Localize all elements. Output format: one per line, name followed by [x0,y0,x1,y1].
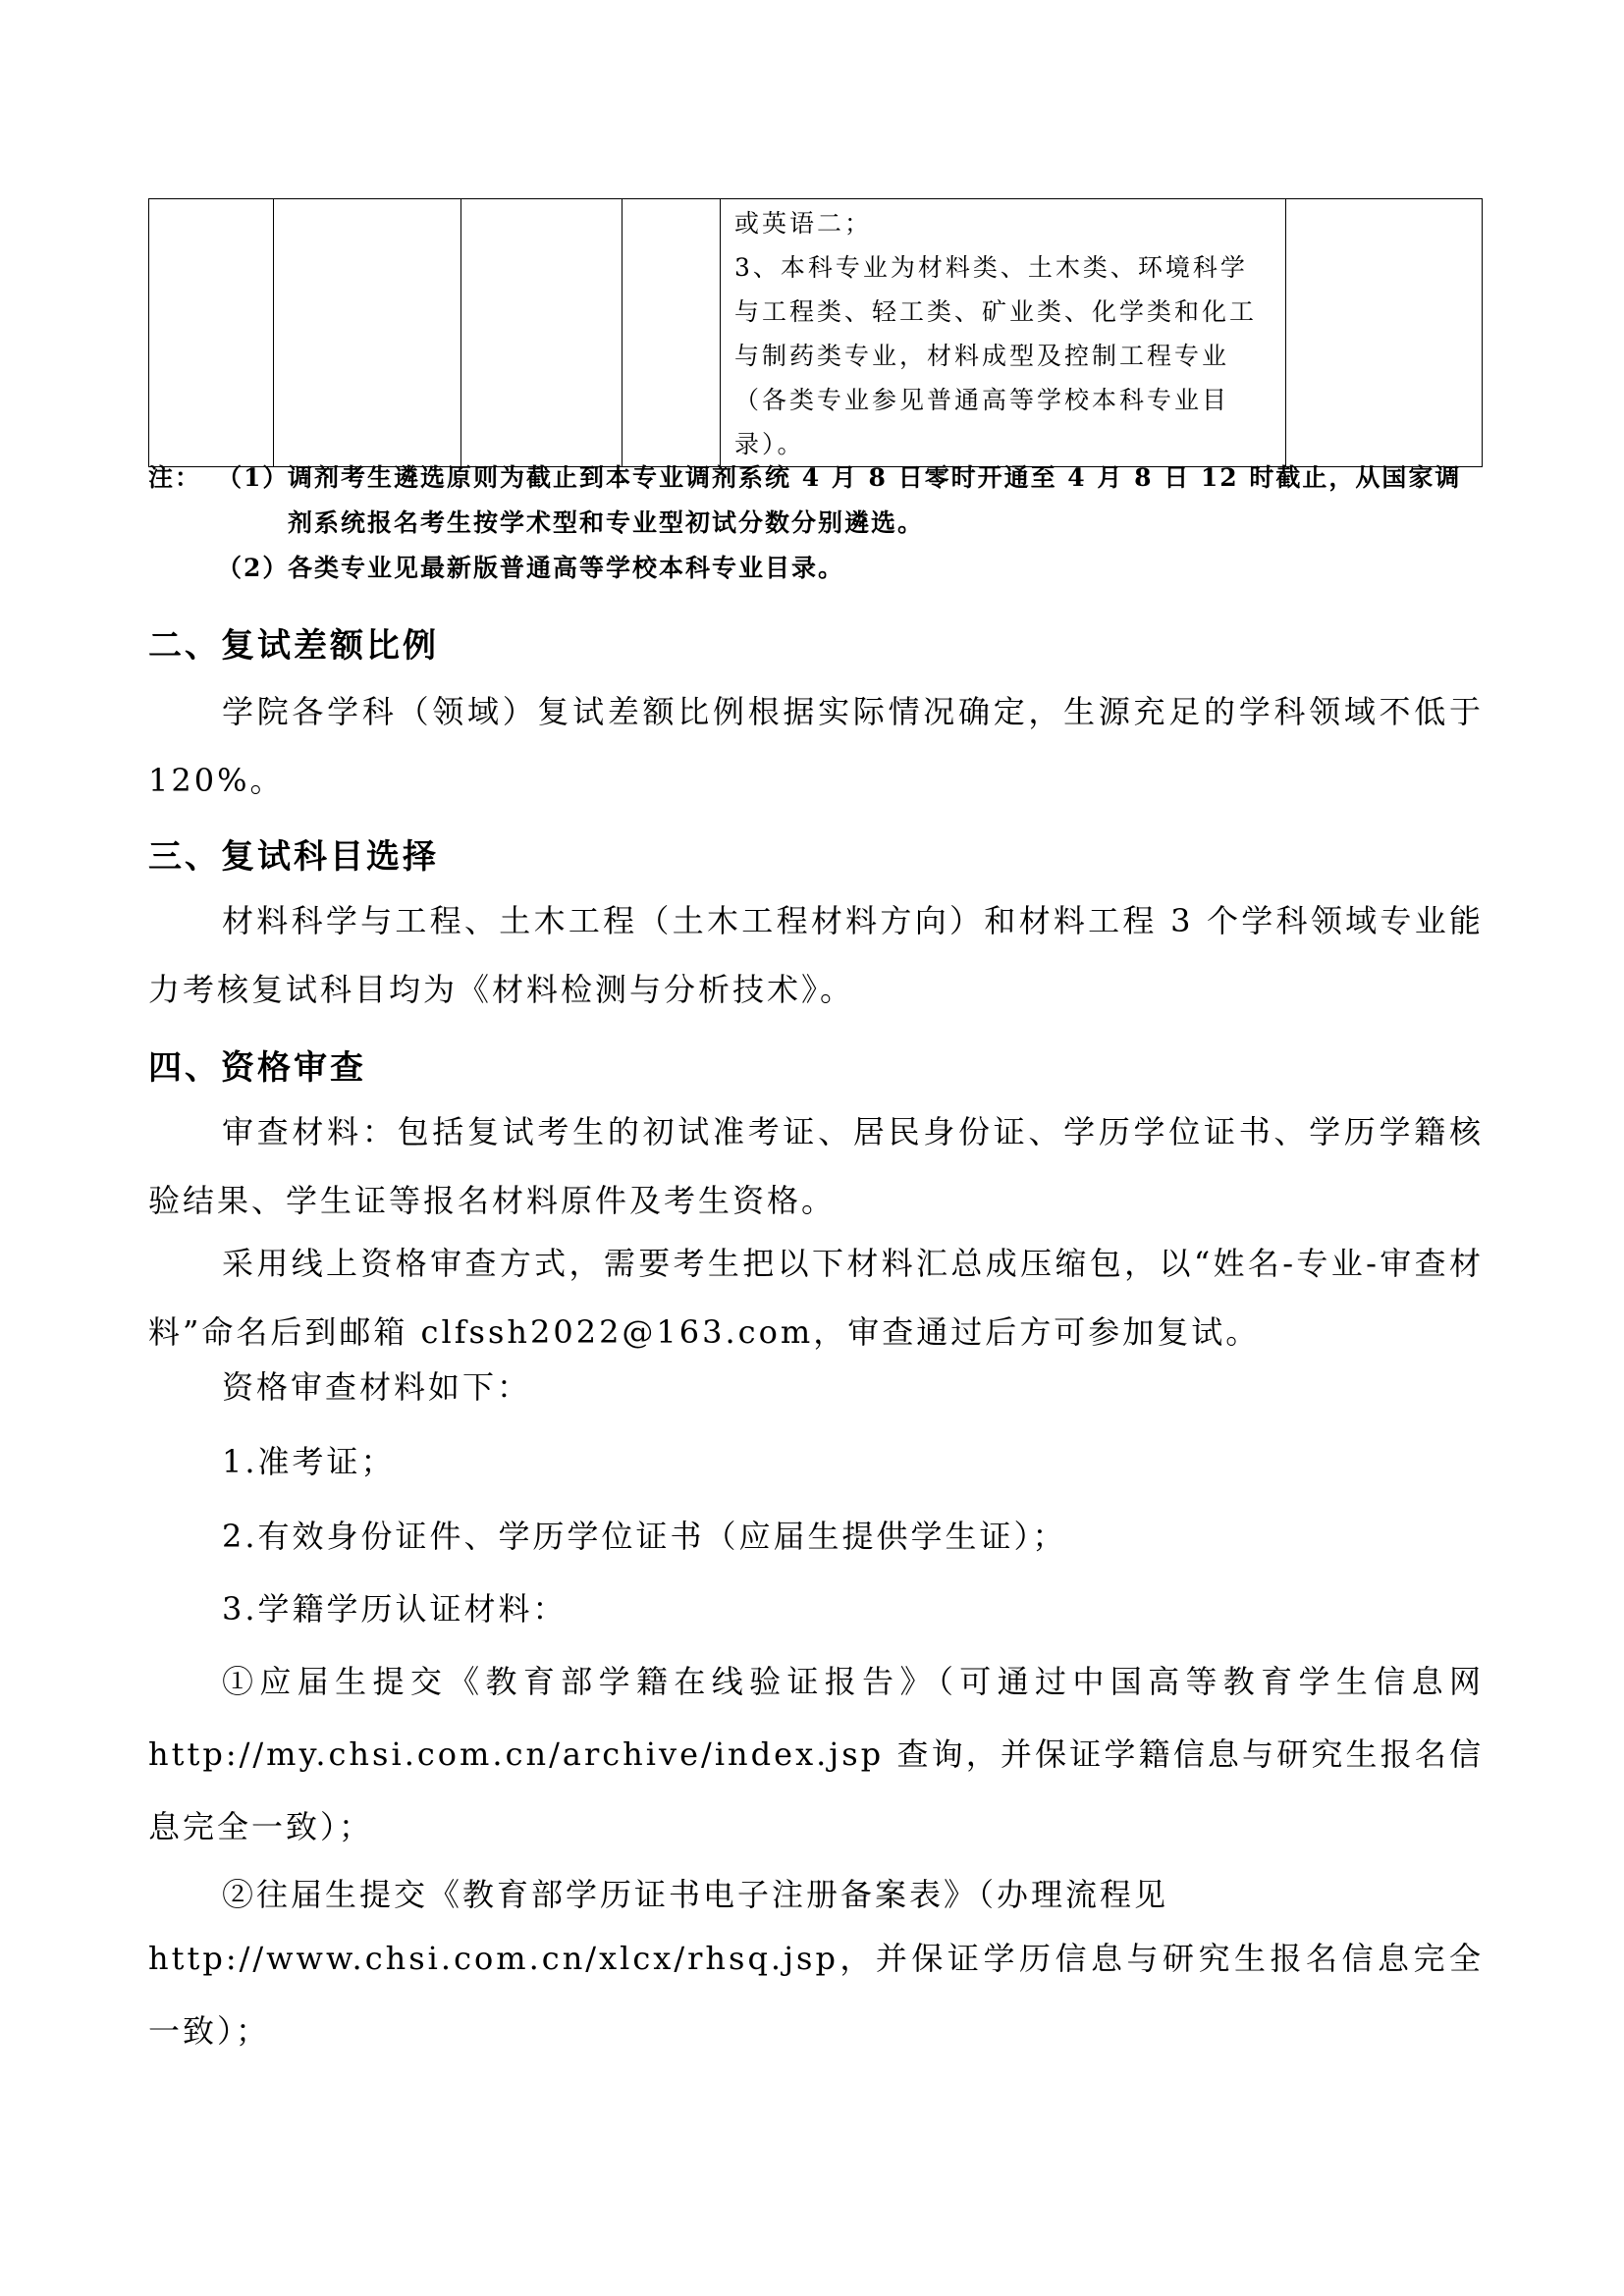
note-1-continuation: 剂系统报名考生按学术型和专业型初试分数分别遴选。 [288,508,925,537]
requirements-line: （各类专业参见普通高等学校本科专业目 [734,386,1230,414]
section2-paragraph: 学院各学科（领域）复试差额比例根据实际情况确定，生源充足的学科领域不低于 120%。 [148,693,1484,799]
table-cell-empty [623,199,721,467]
requirements-line: 3、本科专业为材料类、土木类、环境科学 [734,253,1248,282]
note-label: 注： [148,463,202,492]
note-1 [148,455,1484,501]
table-cell-requirements [721,199,1286,467]
admissions-table-continuation [148,198,1483,467]
requirements-line: 录）。 [734,430,805,458]
table-cell-empty [274,199,461,467]
table-cell-empty [1286,199,1483,467]
requirements-line: 与制药类专业，材料成型及控制工程专业 [734,342,1230,370]
section4-paragraph-method: 采用线上资格审查方式，需要考生把以下材料汇总成压缩包，以“姓名-专业-审查材料”命名后到邮箱 clfssh2022@163.com，审查通过后方可参加复试。 [148,1245,1484,1351]
section-heading: 二、复试差额比例 [148,626,439,666]
note-text: 调剂考生遴选原则为截止到本专业调剂系统 4 月 8 日零时开通至 4 月 8 日 12 时截止，从国家调 [288,463,1462,492]
section4-paragraph-materials: 审查材料：包括复试考生的初试准考证、居民身份证、学历学位证书、学历学籍核验结果、学生证等报名材料原件及考生资格。 [148,1113,1484,1219]
section-heading: 三、复试科目选择 [148,837,439,877]
section3-paragraph: 材料科学与工程、土木工程（土木工程材料方向）和材料工程 3 个学科领域专业能力考核复试科目均为《材料检测与分析技术》。 [148,902,1484,1008]
section-heading: 四、资格审查 [148,1048,366,1088]
table-cell-empty [461,199,623,467]
note-text: 各类专业见最新版普通高等学校本科专业目录。 [288,554,845,582]
materials-intro: 资格审查材料如下： [222,1368,532,1406]
list-item: 2.有效身份证件、学历学位证书（应届生提供学生证）； [222,1518,1067,1555]
requirements-line: 或英语二； [734,209,873,238]
table-row [149,199,1483,467]
sub-item-current-students: ①应届生提交《教育部学籍在线验证报告》（可通过中国高等教育学生信息网 http://my.chsi.com.cn/archive/index.jsp 查询，并保证学籍信息与研究生报名信息完全一致）； [148,1663,1484,1845]
list-item: 1.准考证； [222,1443,396,1480]
table-cell-empty [149,199,274,467]
note-number: （2） [217,554,290,582]
sub-item-graduates: ②往届生提交《教育部学历证书电子注册备案表》（办理流程见 [222,1876,1169,1913]
note-2 [148,546,1484,591]
list-item: 3.学籍学历认证材料： [222,1590,568,1628]
sub-item-graduates-continued: http://www.chsi.com.cn/xlcx/rhsq.jsp，并保证学历信息与研究生报名信息完全一致）； [148,1940,1484,2050]
note-number: （1） [217,463,290,492]
requirements-line: 与工程类、轻工类、矿业类、化学类和化工 [734,297,1258,326]
table-notes [148,455,1484,591]
